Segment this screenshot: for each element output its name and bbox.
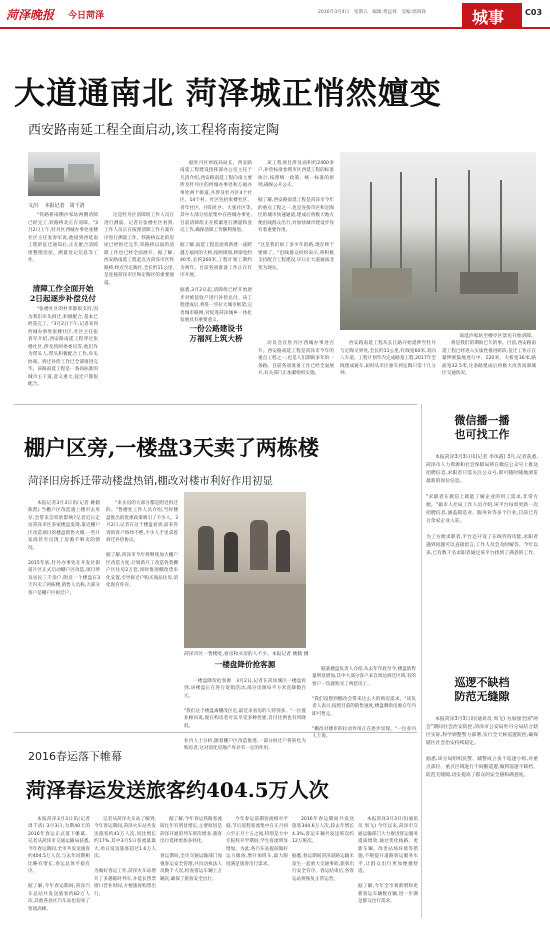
sidebar1-body-text: 本报菏泽3月3日讯(记者 李凤霞) 3月,记者获悉,菏泽市人力资源和社会保障局将在微信公众号上推送招聘信息,求职者只需关注公众号,即可随时随地浏览最新的岗位信息。 "求职者在微信上就能了解企业的用工需求,非常方便。"据市人社局工作人员介绍,该平台每周更新一次招聘信息,涵盖制造业、服务业等多个行业,目前已有百余家企业入驻。 为了方便求职者,平台还开设了在线咨询功能,求职者遇到问题可以直接留言,工作人员会及时解答。今年以来,已有数千名求职者通过该平台找到了满意的工作。	[426, 455, 538, 556]
story1-col3	[180, 152, 252, 322]
story1-col1-bottom	[28, 306, 98, 387]
story1-col1-bottom-text: "张楼社区的村邻都很支持,因为我们牵头拆迁,积极配合,基本已经签完了。"3月2日下午,记者来到西城办事处张楼社区,社区主任张春军介绍,西安路南延工程穿过张楼社区,涉及到两委委员等,他们作为带头人,带头积极配合工作,牵头协商、拆迁补偿工作已全部推进完毕。该路南延工程是一条高标准的城市主干道,意义重大,征迁户都很配合。	[28, 307, 98, 387]
story1-col2-text: 这是牡丹区清障组工作人员在进行测量。记者在张楼社区看到,工作人员正在按照清障工作方案有序进行测量工作。铁路桥以北的房屋已经拆迁完毕,铁路桥以南的清障工作也已经全面展开。据了解,西安路南延工程起点为菏泽市区铁路桥,终点至定陶区,全长约11公里,是连接菏泽市区和定陶区的重要通道。	[104, 213, 174, 286]
story3-headline: 菏泽春运发送旅客约404.5万人次	[26, 778, 329, 802]
story1-subhead: 西安路南延工程全面启动,该工程将南接定陶	[28, 123, 280, 138]
story2-subhead: 菏泽旧房拆迁带动楼盘热销,棚改对楼市利好作用初显	[28, 475, 273, 487]
story1-strip2-text: 西安路南延工程从长江路开始延伸至牡丹与定陶交界处,全长约11公里,红线宽60米,双向八车道。工程计划年内完成路基工程,2017年全线建成通车,届时从市区驱车到定陶只需十几分钟。	[340, 341, 436, 376]
story2-col4	[312, 658, 416, 739]
section-badge	[462, 3, 522, 27]
story3-col6-text: 本报菏泽3月3日讯(通讯员 周飞) 今年以来,菏泽市交通运输部门大力推进客运服务提质增效,通过优化线路、更新车辆、改善站场环境等措施,不断提升道路客运服务水平,让群众出行更加便捷舒适。 据了解,今年全市将新增和更新客运车辆数百辆,进一步满足群众出行需求。	[358, 816, 418, 904]
story1-subheading-b: 一份公路建设书 万福河上筑大桥	[189, 324, 243, 343]
story2-col1-text: 本报记者3月3日讯(记者 姚鹤 陈凯) 当棚户区改造遇上楼市去库存,会带来怎样的影响?记者近日走访菏泽市区多家楼盘发现,靠近棚户区改造项目的楼盘销售火爆,一些开发商甚至出现了房源不够卖的情况。 2015年底,牡丹办事处在开发区街道片区正式启动棚户区改造,项目涉及居民三千余户,附近一个楼盘在3天内卖了两栋楼,销售人员称,大部分客户是棚户区拆迁户。	[28, 500, 100, 596]
story2-col3	[184, 670, 306, 751]
sidebar2-body-text: 本报菏泽3月3日讯(通讯员 周飞) 为加强全国"两会"期间社会治安防控,菏泽市公安局牡丹分局结合辖区实际,科学调整警力部署,实行全天候巡逻防控,确保辖区社会治安持续稳定。 据悉,该分局组织民警、辅警成立多个巡逻小组,对重点部位、重点区域进行不间断巡逻,做到巡逻不缺档、防范无缝隙,切实提高了群众的安全感和满意度。	[426, 717, 538, 778]
story2-col2	[106, 492, 178, 724]
story3-col2-text: 记者从菏泽火车站了解到,今年春运期间,菏泽火车站共发送旅客约41万人次,同比增长约17%,其中3月5日客流量最大,单日发送旅客超过1.6万人次。 为做好春运工作,菏泽火车站增开了多趟临时列车,并延长售票窗口营业时间,方便旅客购票出行。	[94, 816, 156, 897]
story2-divider	[14, 732, 417, 733]
sidebar2-title: 巡逻不缺档 防范无缝隙	[454, 676, 510, 703]
story3-kicker: 2016春运落下帷幕	[28, 750, 122, 763]
issue-meta: 2016年3月4日 星期五 编辑:黄远烽 美编:郭再锋	[318, 10, 426, 15]
story2-col4-text: 据某楼盘负责人介绍,从去年年底至今,楼盘销售量明显增加,其中大部分客户来自周边拆迁区域,有的客户一次就购买了两套房子。 "我们没想到棚改会带来这么大的购房需求。"该负责人表示,按照目前的销售速度,楼盘剩余房源在年内即可售完。 "棚改对楼市的拉动作用正在逐步显现。"一位业内人士说。	[312, 666, 416, 739]
story1-col4-text: 该工程项目涉及面积约2400多户,补偿标准参照市区西延工程的标准执行,按照统一政策、统一标准的原则,确保公开公正。 据了解,西安路南延工程是菏泽市今年的重点工程之一,也是连接市区和定陶区的城市快速通道,建成后将极大地方便沿线群众出行,对加快城市建设步伐有着重要作用。 "这是我们盼了多少年的路,现在终于要修了。"沿线群众纷纷表示,将积极支持配合工程建设,早日让大道通南北变为现实。	[258, 160, 334, 271]
masthead	[0, 0, 550, 28]
story1-col1-top-text: "铁路桥南侧沙家坊两侧清障已经完工,铁路桥北正在清障。"3月2日上午,牡丹区西城办事处张楼社区主任张春军说,他接到西延南工程的征迁通知后,正在配合清障组整理房屋、测量登记信息等工作。	[28, 213, 98, 263]
story1-col2	[104, 212, 174, 382]
story1-strip3	[442, 340, 536, 398]
sidebar1-body	[426, 446, 538, 664]
story1-byline: 文/片 本报记者 周千清	[28, 203, 85, 209]
page-number: C03	[525, 8, 543, 17]
section-title: 城事	[472, 8, 505, 27]
header-rule	[0, 27, 550, 29]
story1-headline: 大道通南北 菏泽城正悄然嬗变	[14, 76, 442, 112]
story1-large-photo	[340, 152, 536, 330]
story1-col1-top	[28, 212, 98, 278]
story1-col4	[258, 152, 334, 322]
story1-col3-text: 据牡丹区财政局局长、西安路南延工程建设指挥部办公室主任于凡清介绍,西安路南延工程向南主要涉及牡丹区的西城办事处和万福办事处两个街道,共涉及牡丹区4个社区、14个村。社区包括张楼社区、青年社区、丹阳社区、大张社区等,其中大部分房屋集中在西城办事处,目前清障组正在抓紧进行测量和登记工作,确保清障工作顺利推进。 据了解,南延工程沿途将新建一座跨越万福河的大桥,按照规划,桥梁宽约40米,长约260米,工程计划工期约为两年。目前各项准备工作正在有序开展。 据悉,3月2日起,清障组已经开始逐步对被征收户进行补偿兑付。该工程建成后,将进一步拉大城市框架,完善城市路网,对促进菏泽城乡一体化发展具有重要意义。	[180, 160, 252, 323]
story2-headline: 棚户区旁,一楼盘3天卖了两栋楼	[24, 435, 319, 460]
story3-col4-text: 今年春运前期客流相对平稳,节后返程客流集中在正月初六至正月十五之间,特别是大中专院校开学期间,学生客流明显增加。为此,各汽车站提前做好运力储备,增开加班车,最大限度满足旅客出行需求。	[226, 816, 288, 867]
story1-strip1	[258, 340, 334, 398]
story3-col3-text: 据了解,今年春运铁路客流较往年有明显增长,主要原因是菏泽开通的列车班次增多,旅客出行选择更加多样化。 春运期间,全市交通运输部门加强客运安全管理,共出动执法人员数千人次,检查客运车辆上万辆次,确保了旅客安全出行。	[160, 816, 222, 882]
newspaper-logo: 菏泽晚报	[6, 8, 55, 22]
sidebar2-body	[426, 708, 538, 918]
story1-strip1-text: 动员会在牡丹区西城办事处召开。西安路南延工程是菏泽市今年的重点工程之一,也是人们期盼多年的一条路。目前各项准备工作已经全面展开,有关部门正加紧组织实施。	[258, 341, 334, 376]
story1-subheading-a: 清障工作全面开始 2日起逐步补偿兑付	[29, 284, 97, 303]
story3-col5	[292, 808, 354, 920]
story1-strip3-text: 将是我们的期盼已久的事。目前,西安路南延工程已经进入实质性推进阶段,征迁工作正在紧锣密鼓地进行中。120米、大桥宽36米,路面宽32.5米,这条路建成后将极大改善南部城区交通状况。	[442, 341, 536, 376]
story3-col3	[160, 808, 222, 920]
story3-col4	[226, 808, 288, 920]
story2-photo-caption: 菏泽市区一售楼处,看房和买房的人不少。本报记者 姚鹤 摄	[184, 652, 309, 657]
story3-col5-text: 2016年春运期间共发送旅客344.6万人次,较去年增长4.3%,客运车辆共发送班次约12万班次。 据悉,春运期间菏泽道路运输未发生一起重大交通事故,旅客出行安全有序。春运结束后,各客运站将恢复正常运营。	[292, 816, 354, 882]
story1-photo-caption: 南延沙家坊至楼亭区景民开始清障。	[459, 334, 536, 339]
story3-col6	[358, 808, 418, 920]
story3-col1-text: 本报菏泽3月3日讯(记者 周千清) 3月3日,为期40天的2016年春运正式落下帷幕。记者从菏泽市交通运输局获悉,今年春运期间,全市共发送旅客约404.5万人次,与去年同期相比略有增长,春运总体平稳有序。 据了解,今年春运期间,菏泽汽车总站共发送旅客约82万人次,其他各县区汽车站也迎来了客流高峰。	[28, 816, 90, 912]
section-tag: 今日菏泽	[68, 11, 105, 21]
story1-strip2	[340, 340, 436, 398]
story2-col1	[28, 492, 100, 724]
story2-col3-text: 一楼盘降价抢客源 3月2日,记者在菏泽城区一楼盘看到,该楼盘正在进行促销活动,部分房源每平方米直降数百元。 "我们这个楼盘离棚改区近,最近来看房的人特别多。"一位置业顾问说,现在购房者可以享受多种优惠,首付比例也有所降低。 业内人士分析,随着棚户区改造推进,一部分拆迁户将转化为购房者,这对消化房地产库存有一定的作用。	[184, 678, 306, 751]
story1-divider	[14, 404, 417, 405]
sidebar1-title: 微信播一播 也可找工作	[454, 414, 510, 441]
story1-small-photo	[28, 152, 100, 196]
sidebar-rule	[421, 404, 422, 918]
story2-col2-text: "来买房的大部分都是附近拆迁的。"售楼处工作人员介绍,当时楼盘推出的优惠政策吸引了不少人。3月2日,记者在这个楼盘看到,前来咨询的客户络绎不绝,不少人手里拿着拆迁补偿协议。 据了解,菏泽市今年将继续加大棚户区改造力度,计划新开工改造各类棚户区住房2万套,同时推进棚改货币化安置,引导拆迁户购买商品住房,消化现有库存。	[106, 500, 178, 588]
story2-subheading: 一楼盘降价抢客源	[214, 660, 276, 669]
story3-col2	[94, 808, 156, 920]
story2-photo	[184, 492, 306, 648]
story3-col1	[28, 808, 90, 920]
